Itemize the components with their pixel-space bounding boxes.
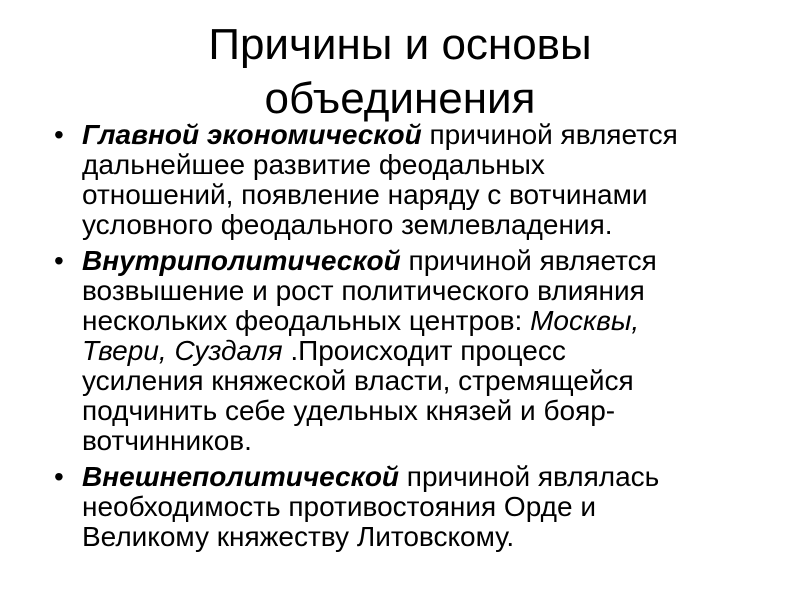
title-line-2: объединения — [264, 74, 536, 123]
text-segment: возвышение и рост политического влияния — [82, 275, 645, 306]
text-segment: отношений, появление наряду с вотчинами — [82, 179, 648, 210]
bullet-line — [82, 306, 740, 336]
bullet-line — [82, 462, 740, 492]
bullet-marker: • — [54, 461, 64, 492]
bullet-line — [82, 276, 740, 306]
text-segment: Великому княжеству Литовскому. — [82, 521, 515, 552]
italic-text: Твери, Суздаля — [82, 335, 283, 366]
italic-text: Москвы, — [530, 305, 640, 336]
bullet-list — [50, 120, 740, 558]
bullet-item — [50, 120, 740, 240]
bullet-line — [82, 336, 740, 366]
bullet-line — [82, 522, 740, 552]
slide-title — [100, 18, 700, 126]
bullet-line — [82, 492, 740, 522]
bullet-item — [50, 246, 740, 456]
text-segment: нескольких феодальных центров: — [82, 305, 531, 336]
title-line-1: Причины и основы — [208, 20, 592, 69]
text-segment: усиления княжеской власти, стремящейся — [82, 365, 634, 396]
emphasis-term: Внутриполитической — [82, 245, 401, 276]
bullet-line — [82, 120, 740, 150]
bullet-line — [82, 396, 740, 426]
text-segment: подчинить себе удельных князей и бояр- — [82, 395, 616, 426]
text-segment: .Происходит процесс — [282, 335, 566, 366]
text-segment: вотчинников. — [82, 425, 252, 456]
bullet-line — [82, 246, 740, 276]
bullet-line — [82, 426, 740, 456]
text-segment: причиной является — [421, 119, 678, 150]
text-segment: условного феодального землевладения. — [82, 209, 613, 240]
bullet-marker: • — [54, 119, 64, 150]
bullet-marker: • — [54, 245, 64, 276]
bullet-line — [82, 150, 740, 180]
bullet-item — [50, 462, 740, 552]
text-segment: причиной являлась — [399, 461, 660, 492]
bullet-line — [82, 366, 740, 396]
emphasis-term: Внешнеполитической — [82, 461, 400, 492]
text-segment: причиной является — [400, 245, 657, 276]
bullet-line — [82, 180, 740, 210]
text-segment: дальнейшее развитие феодальных — [82, 149, 545, 180]
bullet-line — [82, 210, 740, 240]
text-segment: необходимость противостояния Орде и — [82, 491, 596, 522]
emphasis-term: Главной экономической — [82, 119, 422, 150]
